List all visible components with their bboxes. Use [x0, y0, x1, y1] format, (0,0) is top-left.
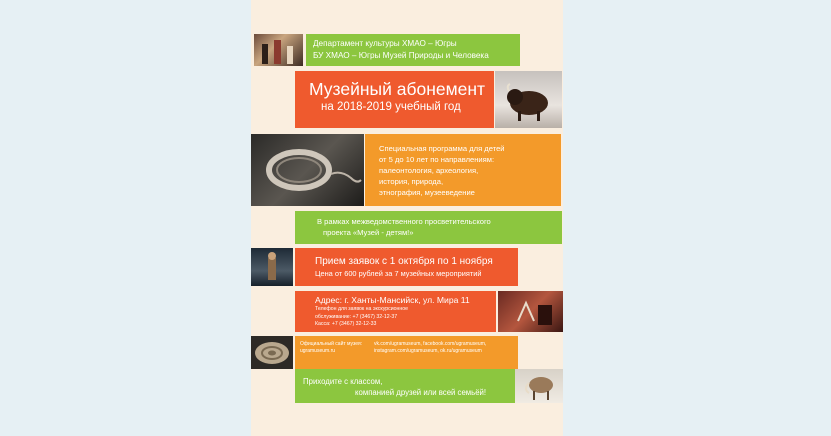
social-links-2[interactable]: instagram.com/ugramuseum, ok.ru/ugramuseum [374, 348, 482, 354]
address-phone-label: Телефон для заявок на экскурсионное [315, 306, 409, 312]
page-subtitle: на 2018-2019 учебный год [321, 101, 461, 113]
applications-price: Цена от 600 рублей за 7 музейных мероприятий [315, 269, 482, 278]
address-phone: обслуживание: +7 (3467) 32-12-37 [315, 313, 398, 320]
museum-hall-photo [254, 34, 303, 66]
address-cashier: Касса: +7 (3467) 32-12-33 [315, 321, 377, 327]
site-link[interactable]: ugramuseum.ru [300, 348, 336, 354]
bracelet-artifact-photo [251, 134, 364, 206]
address-block [295, 291, 496, 332]
figure-exhibit-icon [251, 248, 293, 286]
museum-interior-photo [251, 248, 293, 286]
applications-block [295, 248, 518, 286]
project-line-2: проекта «Музей - детям!» [323, 228, 414, 237]
footer-block [295, 369, 516, 403]
people-figures-icon [254, 34, 303, 66]
ammonite-fossil-photo [251, 336, 293, 369]
bison-exhibit-photo [495, 71, 562, 128]
program-line: этнография, музееведение [379, 188, 475, 197]
poster [251, 0, 563, 436]
ammonite-icon [251, 336, 293, 369]
bison-icon [495, 71, 562, 128]
program-line: Специальная программа для детей [379, 144, 505, 153]
program-line: палеонтология, археология, [379, 166, 479, 175]
header-line-2: БУ ХМАО – Югры Музей Природы и Человека [313, 51, 489, 60]
project-line-1: В рамках межведомственного просветительского [317, 217, 491, 226]
program-line: история, природа, [379, 177, 444, 186]
mammoth-exhibit-photo [515, 369, 563, 403]
site-label: Официальный сайт музея: [300, 341, 363, 347]
program-block [365, 134, 561, 206]
header-line-1: Департамент культуры ХМАО – Югры [313, 39, 457, 48]
footer-line-1: Приходите с классом, [303, 377, 383, 386]
links-block [295, 336, 518, 369]
title-block [295, 71, 494, 128]
program-line: от 5 до 10 лет по направлениям: [379, 155, 495, 164]
project-block [295, 211, 562, 244]
address-main: Адрес: г. Ханты-Мансийск, ул. Мира 11 [315, 295, 470, 305]
page-title: Музейный абонемент [309, 79, 486, 99]
footer-line-2: компанией друзей или всей семьёй! [355, 388, 487, 397]
exhibition-hall-photo [498, 291, 563, 332]
bracelet-icon [251, 134, 364, 206]
social-links-1[interactable]: vk.com/ugramuseum, facebook.com/ugramuseum, [374, 341, 487, 347]
antlers-exhibit-icon [498, 291, 563, 332]
mammoth-skeleton-icon [515, 369, 563, 403]
header-block [306, 34, 520, 66]
applications-dates: Прием заявок с 1 октября по 1 ноября [315, 256, 493, 267]
